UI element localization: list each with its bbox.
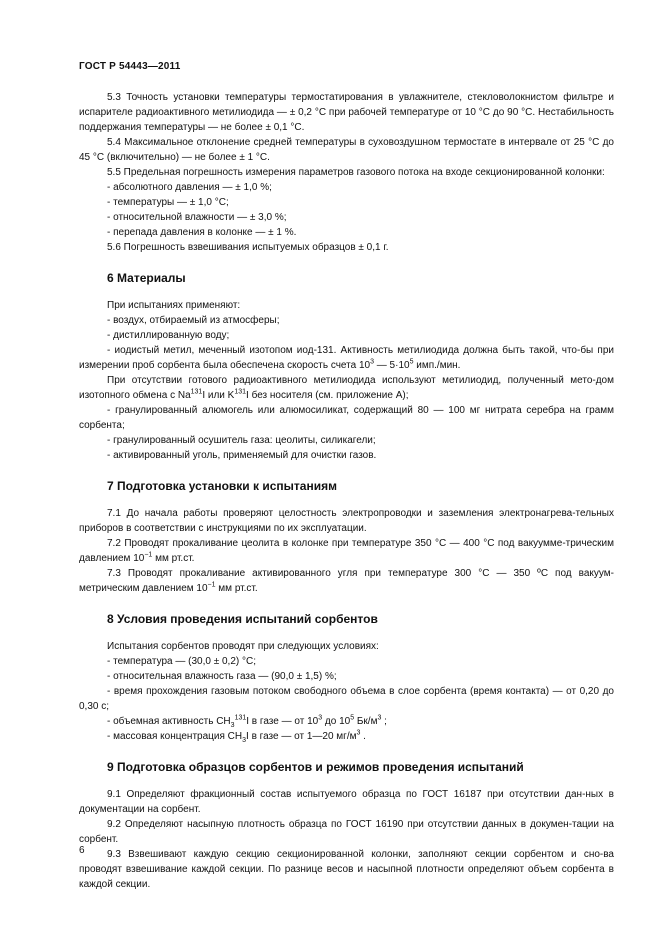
page-number: 6 xyxy=(79,845,85,856)
materials-intro: При испытаниях применяют: xyxy=(107,300,241,311)
paragraph-isotope-exchange: При отсутствии готового радиоактивного метилиодида используют метилиодид, полученный мето-дом изотопного обмена с Na$^{131}$I или $K^{131}I$ без носителя (см. приложение А); xyxy=(79,375,614,401)
section-title-8: 8 Условия проведения испытаний сорбентов xyxy=(107,612,378,626)
list-item-volume-activity: - объемная активность $CH_3^{131}I$ в газе — от $10^3$ до $10^5$ $Бк/м^3$ ; xyxy=(107,714,387,729)
list-item: - относительная влажность газа — (90,0 ± 1,5) %; xyxy=(107,671,337,682)
paragraph-7-3: 7.3 Проводят прокаливание активированного угля при температуре 300 °С — 350 ºС под вакуум-метрическим давлением $10^{-1}$ мм рт.ст. xyxy=(79,568,614,594)
list-item: - воздух, отбираемый из атмосферы; xyxy=(107,315,280,326)
paragraph-7-2: 7.2 Проводят прокаливание цеолита в колонке при температуре 350 °С — 400 °С под вакуумме-трическим давлением $10^{-1}$ мм рт.ст. xyxy=(79,538,614,564)
list-item: - относительной влажности — ± 3,0 %; xyxy=(107,212,287,223)
paragraph-7-1: 7.1 До начала работы проверяют целостность электропроводки и заземления электронагрева-тельных приборов в соответствии с инструкциями по их эксплуатации. xyxy=(79,508,614,534)
list-item: - температура — (30,0 ± 0,2) °С; xyxy=(107,656,256,667)
list-item: - время прохождения газовым потоком свободного объема в слое сорбента (время контакта) — от 0,20 до 0,30 с; xyxy=(79,686,614,712)
paragraph-5-3: 5.3 Точность установки температуры термостатирования в увлажнителе, стекловолокнистом фильтре и испарителе радиоактивного метилиодида — ± 0,2 °С при рабочей температуре от 10 °С до 90 °С. Нестабильность поддержания температуры — не более ± 0,1 °С. xyxy=(79,92,614,133)
list-item-mass-concentration: - массовая концентрация $CH_3I$ в газе — от 1—20 $мг/м^3$ . xyxy=(107,729,366,744)
list-item: - гранулированный осушитель газа: цеолиты, силикагели; xyxy=(107,435,376,446)
page-content xyxy=(79,90,614,892)
section-title-6: 6 Материалы xyxy=(107,271,186,285)
paragraph-9-3: 9.3 Взвешивают каждую секцию секционированной колонки, заполняют секции сорбентом и сно-ва проводят взвешивание каждой секции. По разнице весов и насыпной плотности определяют объем сорбента в каждой секции. xyxy=(79,849,614,890)
paragraph-5-4: 5.4 Максимальное отклонение средней температуры в суховоздушном термостате в интервале от 25 °С до 45 °С (включительно) — не более ± 1 °С. xyxy=(79,137,614,163)
list-item: - перепада давления в колонке — ± 1 %. xyxy=(107,227,297,238)
list-item: - абсолютного давления — ± 1,0 %; xyxy=(107,182,272,193)
list-item-methyl-iodide: - иодистый метил, меченный изотопом иод-131. Активность метилиодида должна быть такой, что-бы при измерении проб сорбента была обеспечена скорость счета $10^3$ — $5\cdot 10^5$ имп./мин. xyxy=(79,345,614,371)
list-item: - активированный уголь, применяемый для очистки газов. xyxy=(107,450,377,461)
paragraph-5-5: 5.5 Предельная погрешность измерения параметров газового потока на входе секционированной колонки: xyxy=(107,167,605,178)
list-item: - дистиллированную воду; xyxy=(107,330,230,341)
paragraph-9-1: 9.1 Определяют фракционный состав испытуемого образца по ГОСТ 16187 при отсутствии дан-ных в документации на сорбент. xyxy=(79,789,614,815)
paragraph-5-6: 5.6 Погрешность взвешивания испытуемых образцов ± 0,1 г. xyxy=(107,242,389,253)
document-id: ГОСТ Р 54443—2011 xyxy=(79,61,181,72)
paragraph-9-2: 9.2 Определяют насыпную плотность образца по ГОСТ 16190 при отсутствии данных в докумен-тации на сорбент. xyxy=(79,819,614,845)
section-title-7: 7 Подготовка установки к испытаниям xyxy=(107,479,337,493)
list-item: - температуры — ± 1,0 °С; xyxy=(107,197,229,208)
conditions-intro: Испытания сорбентов проводят при следующих условиях: xyxy=(107,641,379,652)
section-title-9: 9 Подготовка образцов сорбентов и режимов проведения испытаний xyxy=(107,760,524,774)
list-item: - гранулированный алюмогель или алюмосиликат, содержащий 80 — 100 мг нитрата серебра на грамм сорбента; xyxy=(79,405,614,431)
